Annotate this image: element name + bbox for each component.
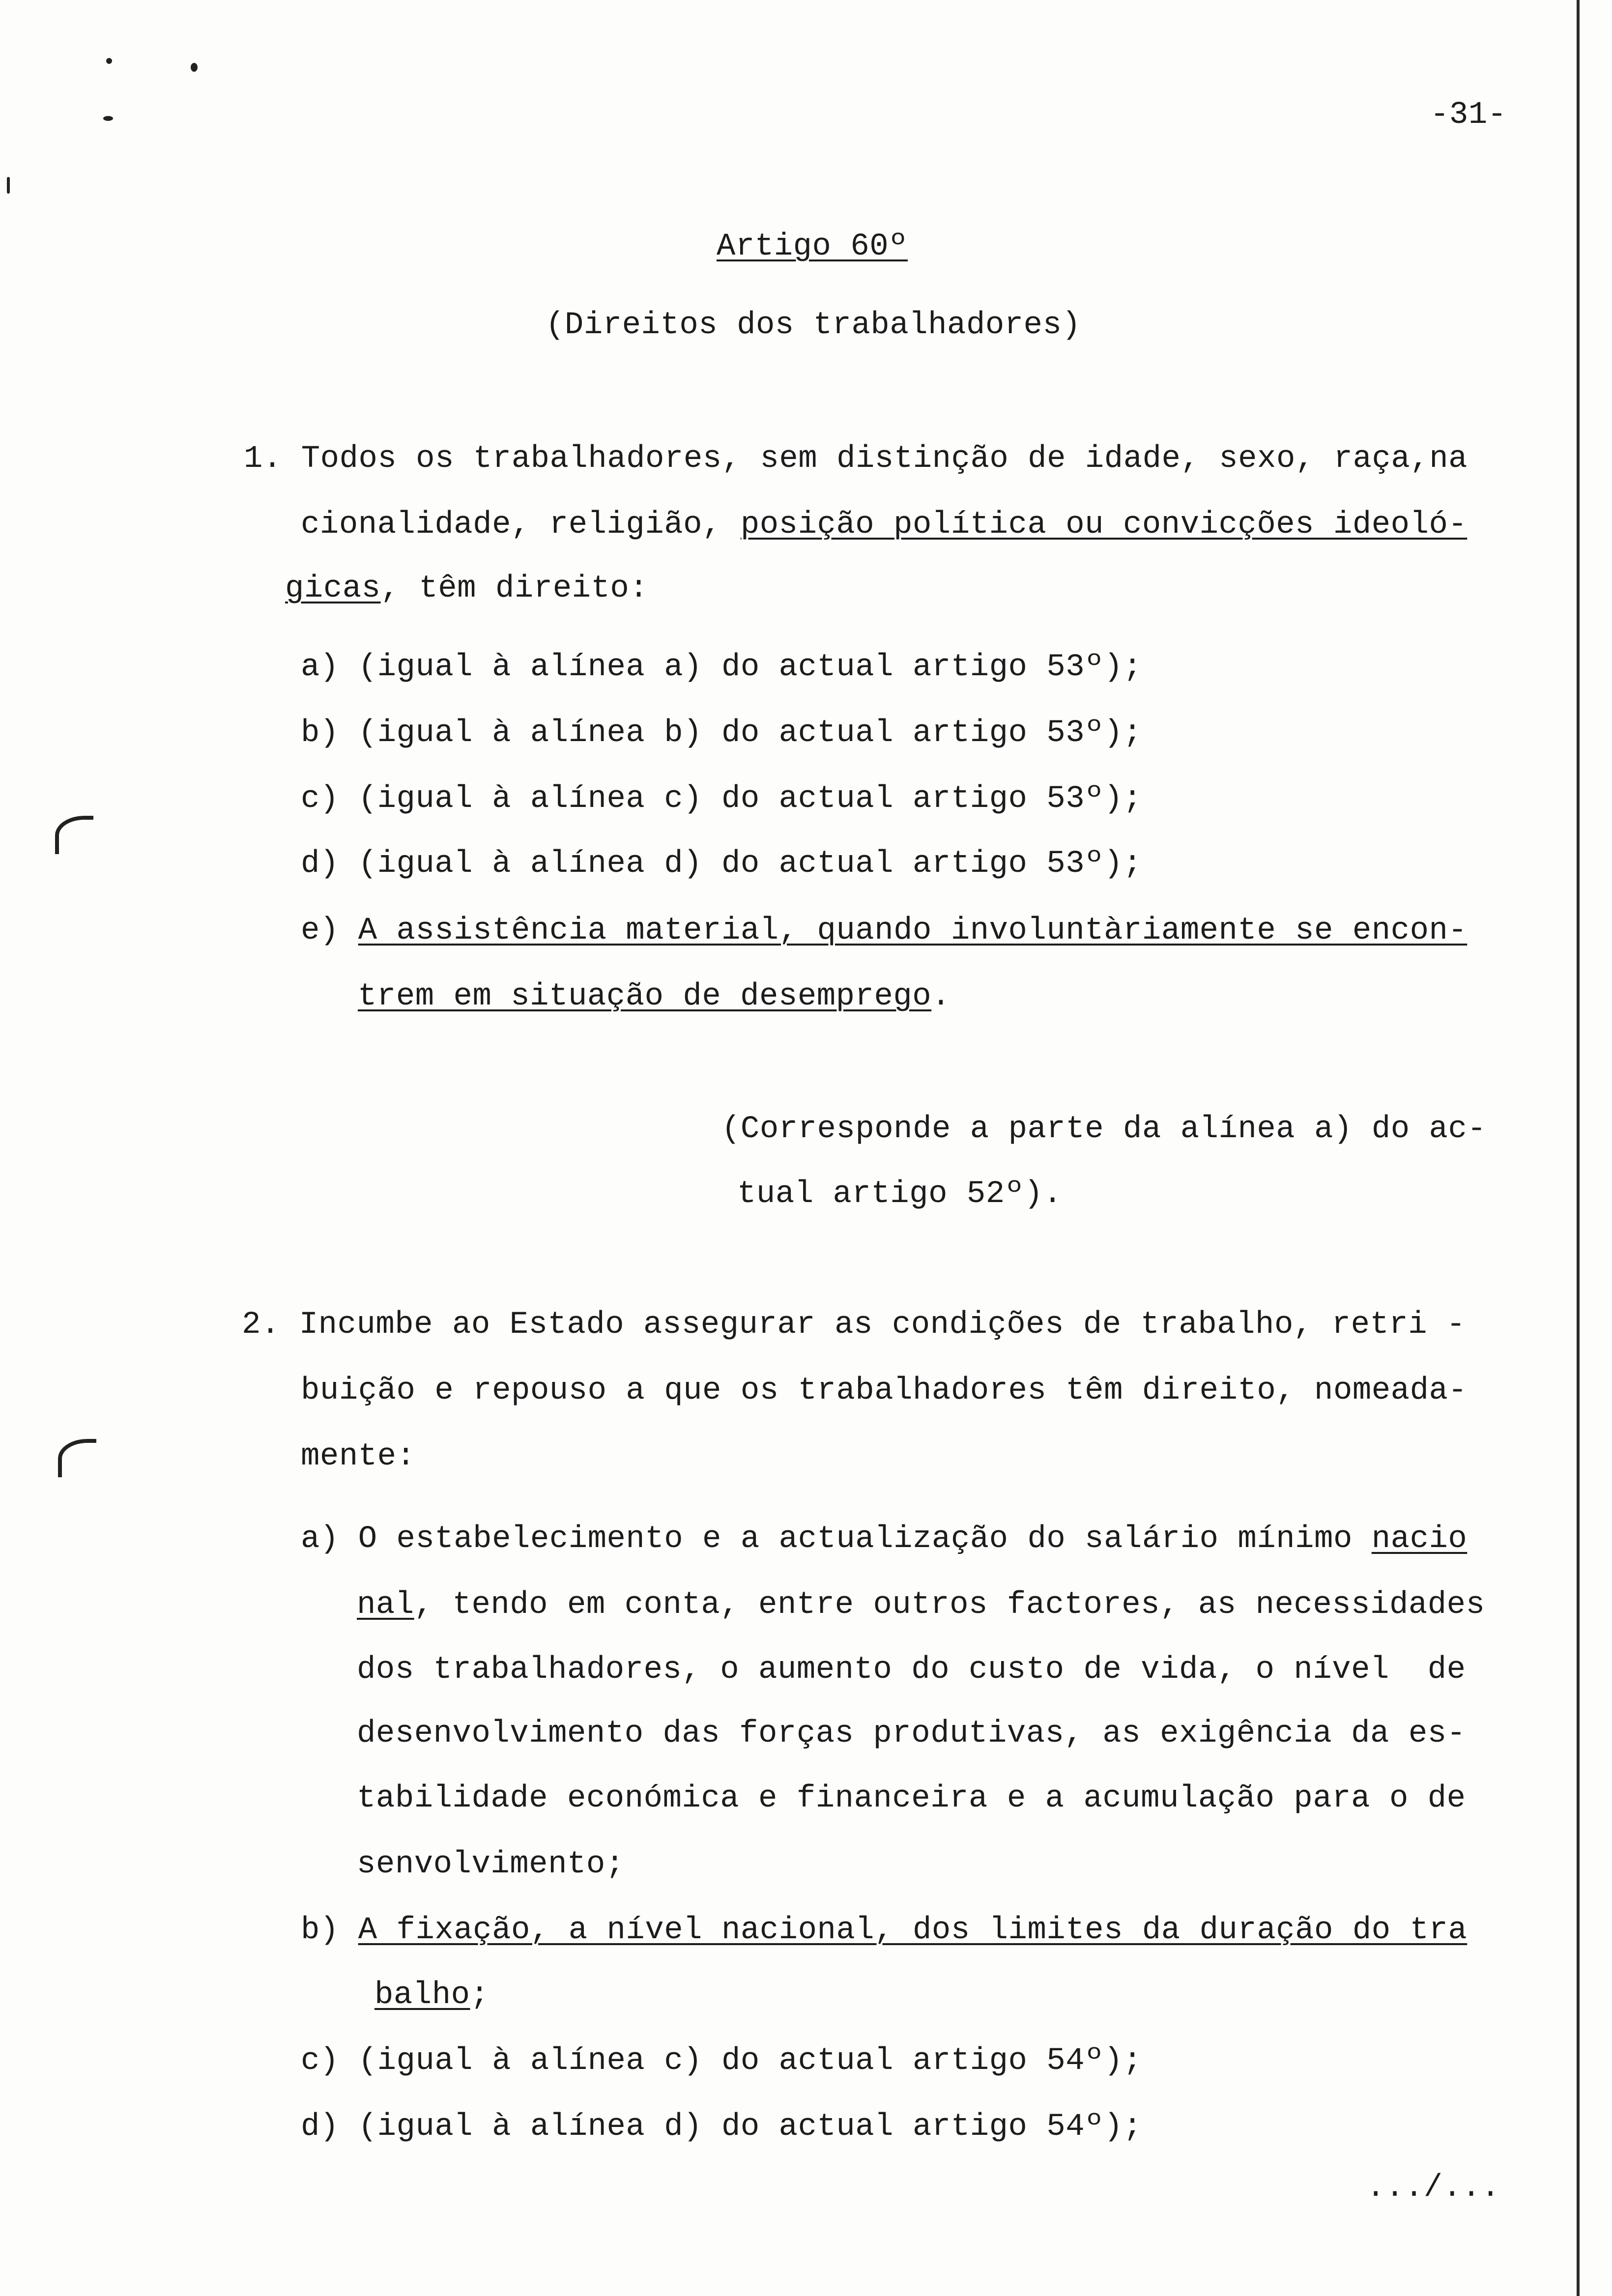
section2-item-a-line4: desenvolvimento das forças produtivas, as exigência da es- [357, 1716, 1466, 1751]
section1-line3 [285, 573, 648, 604]
section1-item-e-line1 [301, 915, 1467, 947]
section2-item-b-line2 [374, 1980, 489, 2011]
page-edge-rule [1577, 0, 1580, 2296]
section1-line2 [301, 509, 1467, 541]
section2-item-b-line1 [301, 1915, 1467, 1946]
item-a-line2-plain: , tendo em conta, entre outros factores, as necessidades [414, 1587, 1485, 1623]
section1-item-a: a) (igual à alínea a) do actual artigo 53º); [301, 650, 1142, 685]
section2-item-d: d) (igual à alínea d) do actual artigo 54º); [301, 2109, 1142, 2145]
item-a-line1-plain: a) O estabelecimento e a actualização do salário mínimo [301, 1521, 1372, 1557]
margin-bracket-mark [58, 1439, 96, 1477]
item-e-line2-end: . [931, 979, 951, 1014]
section1-item-e-line2 [358, 981, 950, 1012]
item-a-line1-underlined: nacio [1371, 1521, 1468, 1557]
section2-item-a-line1 [301, 1523, 1467, 1555]
article-title: Artigo 60º [717, 229, 908, 264]
article-subtitle: (Direitos dos trabalhadores) [546, 308, 1081, 343]
section1-line1: 1. Todos os trabalhadores, sem distinção de idade, sexo, raça,na [244, 441, 1468, 477]
section2-line2: buição e repouso a que os trabalhadores têm direito, nomeada- [301, 1373, 1468, 1408]
margin-bracket-mark [55, 816, 93, 854]
scan-dot [106, 58, 112, 64]
item-e-line1-underlined: A assistência material, quando involuntàriamente se encon- [358, 913, 1468, 948]
section1-item-c: c) (igual à alínea c) do actual artigo 53º); [301, 781, 1142, 817]
section2-item-c: c) (igual à alínea c) do actual artigo 54º); [301, 2043, 1142, 2079]
section2-item-a-line3: dos trabalhadores, o aumento do custo de vida, o nível de [357, 1652, 1466, 1688]
item-e-prefix: e) [301, 913, 358, 948]
scan-dot [103, 116, 113, 121]
section1-line2-underlined: posição política ou convicções ideoló- [740, 507, 1468, 543]
scan-dot [191, 63, 198, 72]
section1-line2-plain: cionalidade, religião, [301, 507, 741, 543]
section1-line3-plain: , têm direito: [380, 571, 649, 606]
item-b-line1-underlined: A fixação, a nível nacional, dos limites da duração do tra [358, 1913, 1468, 1948]
item-b-prefix: b) [301, 1913, 358, 1948]
section1-item-b: b) (igual à alínea b) do actual artigo 53º); [301, 716, 1142, 751]
item-e-line2-underlined: trem em situação de desemprego [358, 979, 932, 1014]
page-number: -31- [1430, 97, 1507, 133]
section2-item-a-line2 [357, 1589, 1485, 1621]
item-b-line2-underlined: balho [374, 1978, 470, 2013]
section1-line3-underlined: gicas [285, 571, 381, 606]
section1-note-line1: (Corresponde a parte da alínea a) do ac- [721, 1112, 1487, 1147]
section2-item-a-line6: senvolvimento; [357, 1847, 625, 1882]
section1-note-line2: tual artigo 52º). [737, 1177, 1063, 1212]
section2-line1: 2. Incumbe ao Estado assegurar as condições de trabalho, retri - [242, 1307, 1466, 1343]
section2-item-a-line5: tabilidade económica e financeira e a acumulação para o de [357, 1781, 1466, 1816]
section1-item-d: d) (igual à alínea d) do actual artigo 53º); [301, 846, 1142, 882]
scan-dot [7, 177, 10, 194]
item-a-line2-underlined: nal [357, 1587, 414, 1623]
section2-line3: mente: [301, 1439, 416, 1474]
item-b-line2-end: ; [470, 1978, 489, 2013]
continuation-mark: .../... [1366, 2170, 1500, 2206]
